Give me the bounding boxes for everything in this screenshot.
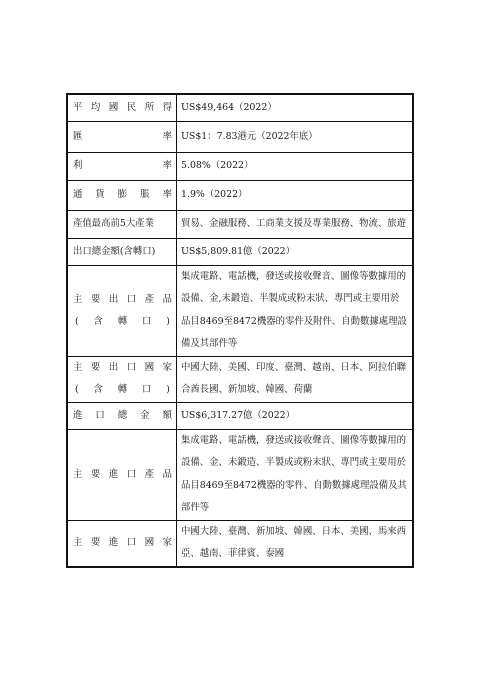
row-value: US$49,464（2022） <box>177 94 414 121</box>
row-value: 5.08%（2022） <box>177 152 414 180</box>
label-char: 匯 <box>73 130 83 142</box>
row-value: US$1：7.83港元（2022年底） <box>177 121 414 152</box>
row-label <box>67 402 177 429</box>
table-row <box>67 238 413 265</box>
label-char: 國 <box>144 537 155 548</box>
table-row <box>67 210 413 238</box>
table-row <box>67 94 413 121</box>
row-label <box>67 520 177 567</box>
label-char: 出 <box>108 293 119 305</box>
label-char: ( <box>75 315 79 327</box>
label-char: 主 <box>73 468 83 480</box>
label-text: 產值最高前5大產業 <box>73 218 154 229</box>
label-line <box>73 357 172 379</box>
row-label <box>67 180 177 210</box>
label-text <box>73 126 172 148</box>
label-char: 要 <box>90 362 101 373</box>
label-char: ) <box>166 315 170 327</box>
label-char: 口 <box>142 315 152 327</box>
row-value: 1.9%（2022） <box>177 180 414 210</box>
label-char: 含 <box>93 315 103 327</box>
label-char: 口 <box>126 362 137 373</box>
label-char: 品 <box>162 293 172 305</box>
label-char: 金 <box>140 409 150 421</box>
table-row <box>67 265 413 356</box>
row-label <box>67 238 177 265</box>
label-char: 進 <box>108 468 119 480</box>
label-char: 額 <box>162 409 172 421</box>
label-line <box>73 379 172 401</box>
label-char: 脹 <box>140 189 150 200</box>
label-char: 要 <box>90 537 101 548</box>
label-text: 出口總金額(含轉口) <box>73 245 156 257</box>
label-char: 口 <box>126 468 137 480</box>
table-row <box>67 121 413 152</box>
table-row <box>67 152 413 180</box>
label-char: 含 <box>93 384 103 395</box>
label-char: 主 <box>73 362 83 373</box>
label-char: 所 <box>144 101 155 113</box>
table-row <box>67 429 413 520</box>
row-value: 貿易、金融服務、工商業支援及專業服務、物流、旅遊 <box>177 210 414 238</box>
label-char: 進 <box>108 537 119 548</box>
label-char: ( <box>75 384 79 395</box>
label-char: 膨 <box>117 189 128 200</box>
label-char: 通 <box>73 189 83 200</box>
label-char: 貨 <box>95 189 105 200</box>
label-char: 要 <box>90 468 101 480</box>
table-row <box>67 356 413 402</box>
label-char: 產 <box>144 468 155 480</box>
row-value: 集成電路、電話機，發送或接收聲音、圖像等數據用的設備、金,未鍛造、半製成或粉末狀、專門或主要用於品目8469至8472機器的零件及附件、自動數據處理設備及其部件等 <box>177 265 414 356</box>
row-label <box>67 356 177 402</box>
label-char: 出 <box>108 362 119 373</box>
row-value: 中國大陸、臺灣、新加坡、韓國、日本、美國、馬來西亞、越南、菲律賓、泰國 <box>177 520 414 567</box>
row-label <box>67 121 177 152</box>
table-row <box>67 520 413 567</box>
row-value: 中國大陸、美國、印度、臺灣、越南、日本、阿拉伯聯合酋長國、新加坡、韓國、荷蘭 <box>177 356 414 402</box>
label-char: 總 <box>117 409 128 421</box>
label-text <box>73 155 172 177</box>
row-label <box>67 210 177 238</box>
row-value: 集成電路、電話機，發送或接收聲音、圖像等數據用的設備、金、未鍛造、半製成或粉末狀、專門或主要用於品目8469至8472機器的零件、自動數據處理設備及其部件等 <box>177 429 414 520</box>
label-char: 率 <box>162 130 172 142</box>
label-text <box>73 289 172 333</box>
label-line <box>73 311 172 333</box>
label-char: 家 <box>162 362 172 373</box>
label-char: 率 <box>162 189 172 200</box>
label-char: 率 <box>162 160 172 171</box>
row-label <box>67 265 177 356</box>
label-char: 口 <box>95 409 105 421</box>
label-char: 口 <box>142 384 152 395</box>
row-label <box>67 94 177 121</box>
table-row <box>67 402 413 429</box>
label-char: 主 <box>73 537 83 548</box>
table-row <box>67 180 413 210</box>
label-char: 民 <box>126 101 137 113</box>
label-text <box>73 464 172 486</box>
economic-indicators-table <box>66 93 414 568</box>
row-value: US$5,809.81億（2022） <box>177 238 414 265</box>
label-char: 口 <box>126 293 137 305</box>
label-char: 平 <box>73 101 83 113</box>
label-char: 均 <box>90 101 101 113</box>
label-char: 國 <box>144 362 155 373</box>
label-char: ) <box>166 384 170 395</box>
label-char: 進 <box>73 409 83 421</box>
row-label <box>67 152 177 180</box>
label-char: 要 <box>90 293 101 305</box>
label-char: 得 <box>162 101 172 113</box>
label-char: 利 <box>73 160 83 171</box>
row-label <box>67 429 177 520</box>
label-char: 轉 <box>117 315 128 327</box>
label-char: 品 <box>162 468 172 480</box>
label-text <box>73 357 172 401</box>
row-value: US$6,317.27億（2022） <box>177 402 414 429</box>
label-line <box>73 289 172 311</box>
label-char: 家 <box>162 537 172 548</box>
label-char: 產 <box>144 293 155 305</box>
label-char: 轉 <box>117 384 128 395</box>
label-text <box>73 184 172 206</box>
label-text <box>73 97 172 119</box>
label-char: 口 <box>126 537 137 548</box>
label-text <box>73 532 172 554</box>
label-char: 主 <box>73 293 83 305</box>
label-char: 國 <box>108 101 119 113</box>
label-text <box>73 405 172 427</box>
